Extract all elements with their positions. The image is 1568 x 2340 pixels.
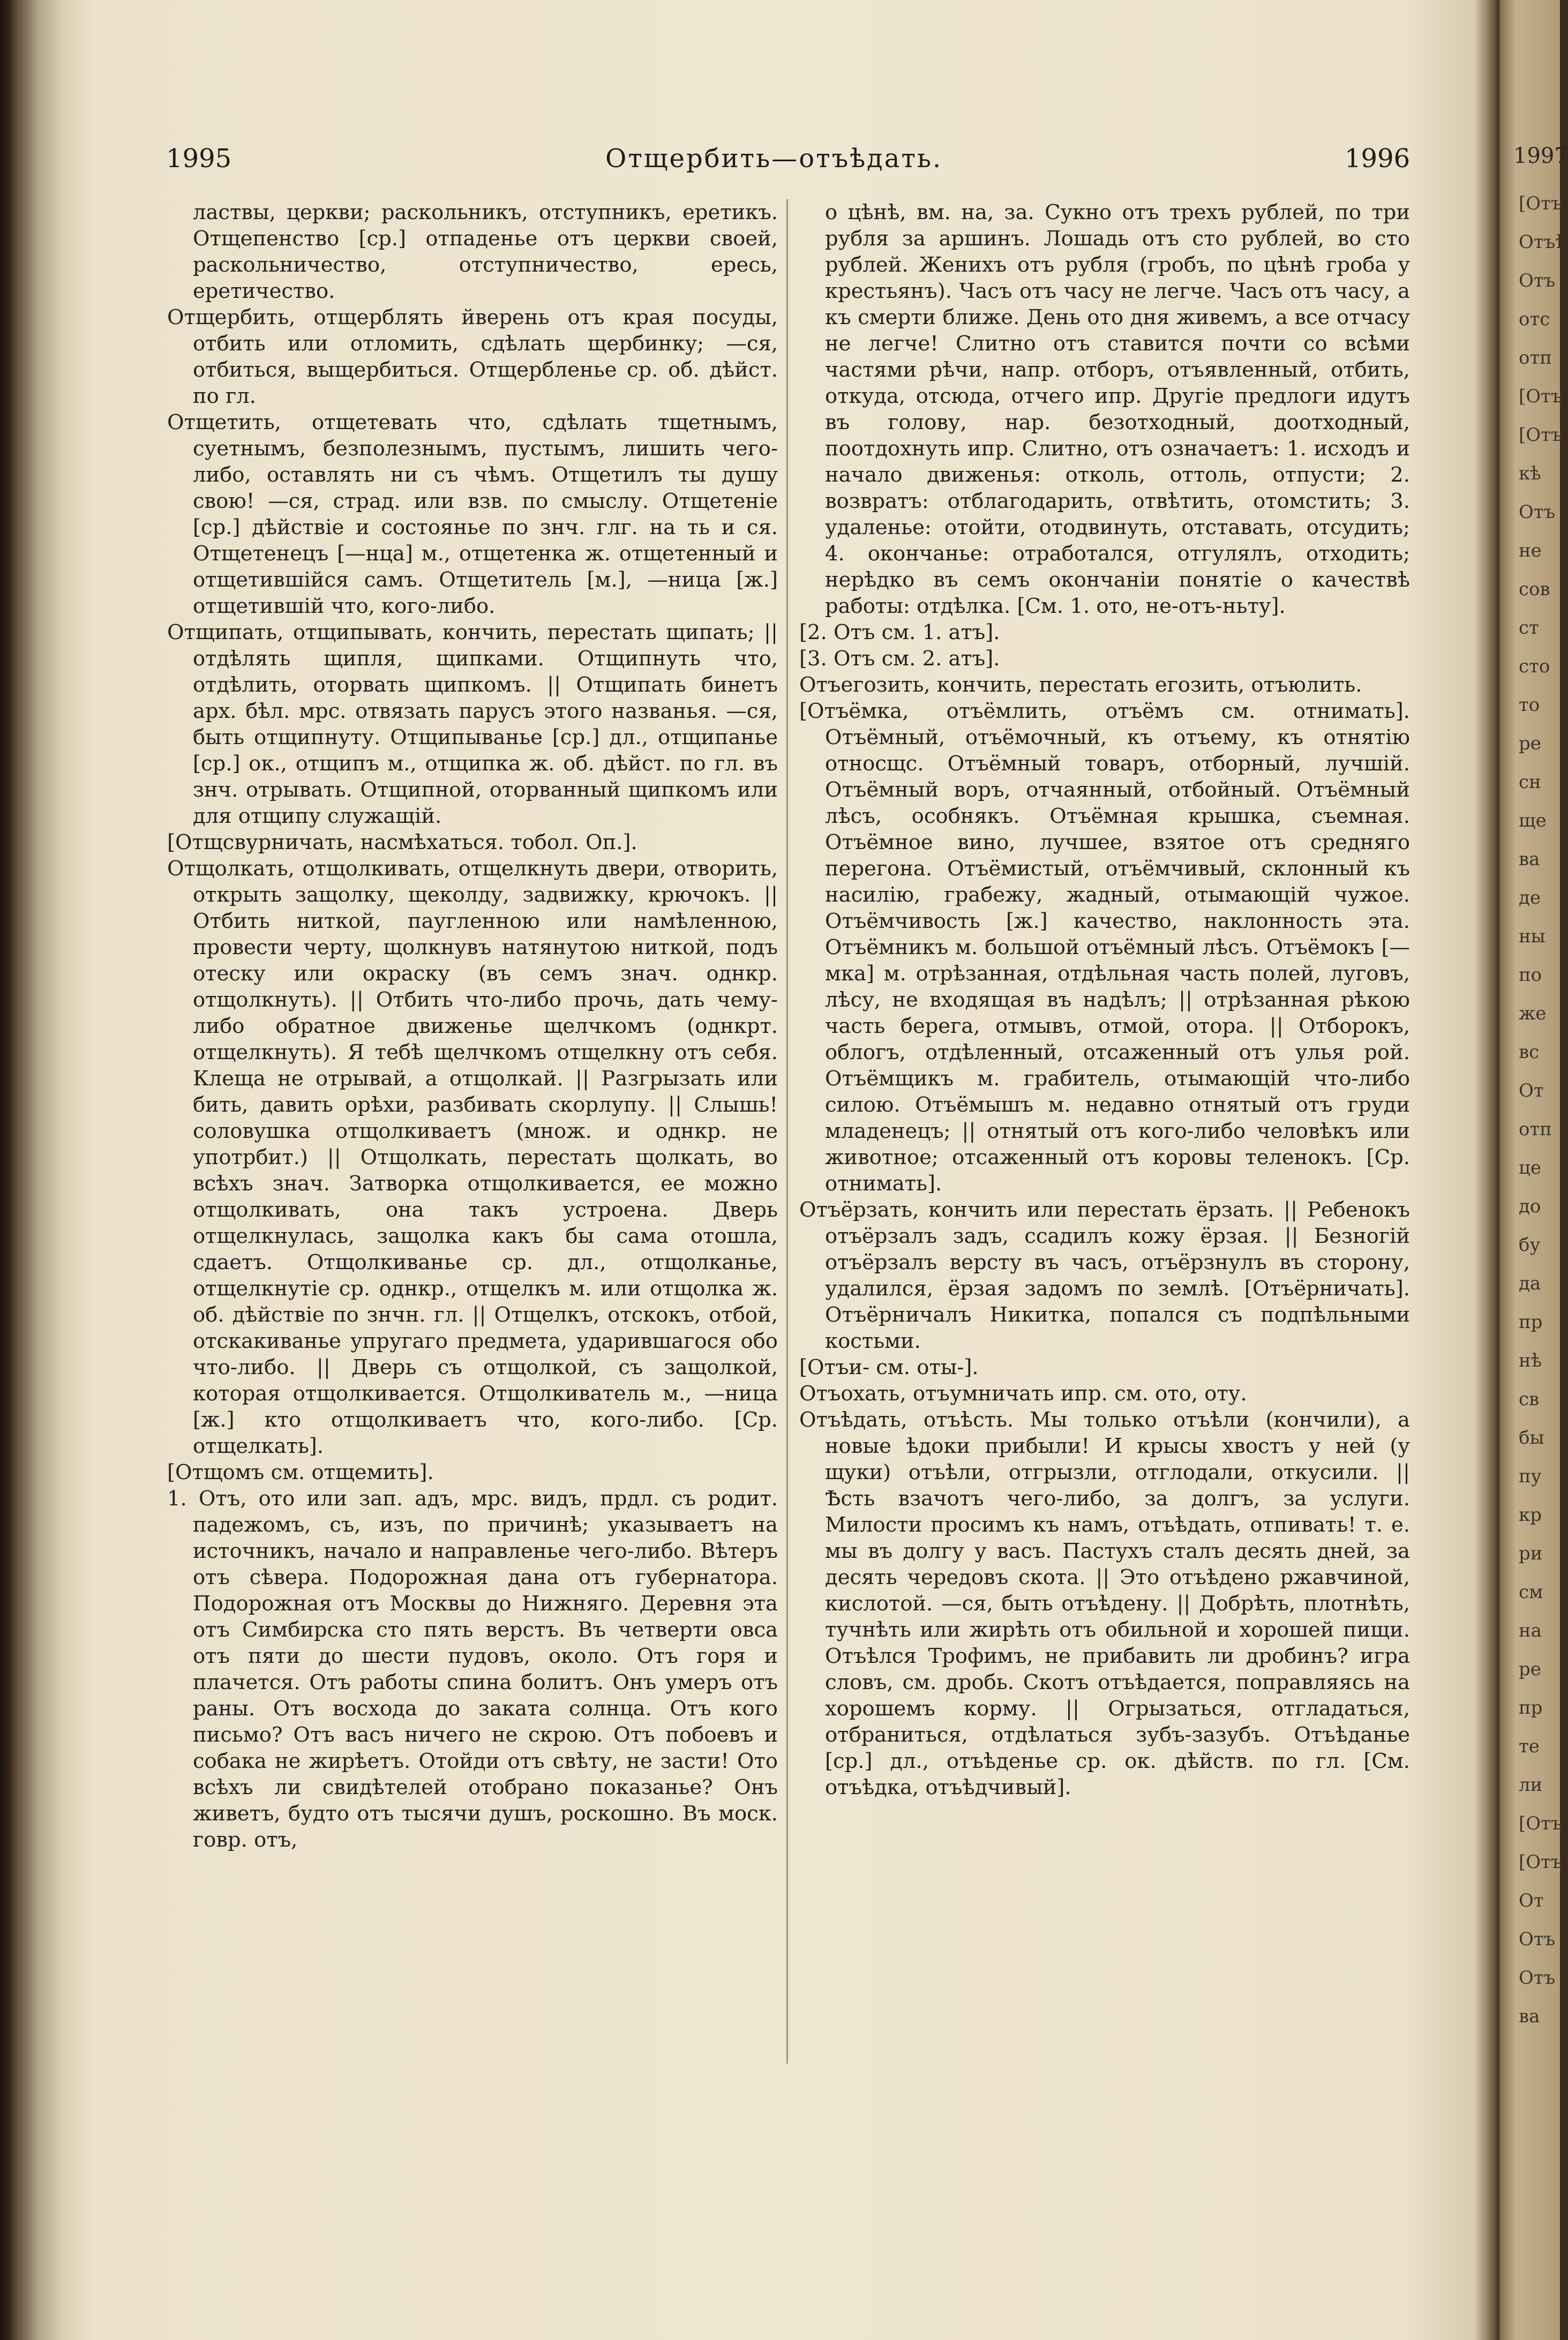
facing-page-fragment: ны <box>1519 926 1546 947</box>
facing-page-number: 1997 <box>1513 144 1568 168</box>
facing-page-fragment: Отъѣ <box>1519 231 1566 253</box>
binding-shadow <box>0 0 64 2340</box>
entry-otschom: [Отщомъ см. отщемить]. <box>167 1460 434 1484</box>
entry-otschipat: Отщипать, отщипывать, кончить, перестать щипать; || отдѣлять щипля, щипками. Отщипнуть что, отдѣлить, оторвать щипкомъ. || Отщипать бинетъ арх. бѣл. мрс. отвязать парусъ этого названья. —ся, быть отщипнуту. Отщипыванье [ср.] дл., отщипанье [ср.] ок., отщипъ м., отщипка ж. об. дѣйст. по гл. въ знч. отрывать. Отщипной, оторванный щипкомъ или для отщипу служащій. <box>167 620 778 828</box>
facing-page-edge <box>1497 0 1568 2340</box>
facing-page-fragment: [Отъ <box>1519 1813 1563 1834</box>
facing-page-fragment: ли <box>1519 1774 1543 1796</box>
facing-page-fragment: де <box>1519 887 1541 909</box>
facing-page-fragment: [Отъ <box>1519 193 1563 214</box>
entry-otschsvurnichat: [Отщсвурничать, насмѣхаться. тобол. Оп.]. <box>167 830 637 854</box>
facing-page-fragment: пу <box>1519 1466 1542 1487</box>
facing-page-fragment: отп <box>1519 1119 1552 1140</box>
facing-page-fragment: бу <box>1519 1234 1541 1256</box>
facing-page-fragment: ри <box>1519 1543 1543 1564</box>
facing-page-fragment: сн <box>1519 771 1541 793</box>
entry-otyomka: [Отъёмка, отъёмлить, отъёмъ см. отнимать]. Отъёмный, отъёмочный, къ отъему, къ отнятію относщс. Отъёмный товаръ, отборный, лучшій. Отъёмный воръ, отчаянный, отбойный. Отъёмный лѣсъ, особнякъ. Отъёмная крышка, съемная. Отъёмное вино, лучшее, взятое отъ средняго перегона. Отъёмистый, отъёмчивый, склонный къ насилію, грабежу, жадный, отымающій чужое. Отъёмчивость [ж.] качество, наклонность эта. Отъёмникъ м. большой отъёмный лѣсъ. Отъёмокъ [—мка] м. отрѣзанная, отдѣльная часть полей, луговъ, лѣсу, не входящая въ надѣлъ; || отрѣзанная рѣкою часть берега, отмывъ, отмой, отора. || Отборокъ, облогъ, отдѣленный, отсаженный отъ улья рой. Отъёмщикъ м. грабитель, отымающій что-либо силою. Отъёмышъ м. недавно отнятый отъ груди младенецъ; || отнятый отъ кого-либо человѣкъ или животное; отсаженный отъ коровы теленокъ. [Ср. отнимать]. <box>799 699 1410 1196</box>
facing-page-fragment: Отъ <box>1519 270 1556 291</box>
facing-page-fragment: ре <box>1519 733 1541 754</box>
facing-page-fragment: пр <box>1519 1697 1543 1719</box>
entry-otyi: [Отъи- см. оты-]. <box>799 1355 979 1379</box>
facing-page-fragment: те <box>1519 1736 1540 1757</box>
facing-page-fragment: вс <box>1519 1041 1540 1063</box>
facing-page-fragment: [Отъ <box>1519 386 1563 407</box>
entry-otyorzat: Отъёрзать, кончить или перестать ёрзать. || Ребенокъ отъёрзалъ задъ, ссадилъ кожу ёрзая. || Безногій отъёрзалъ версту въ часъ, отъёрзнулъ въ сторону, удалился, ёрзая задомъ по землѣ. [Отъёрничать]. Отъёрничалъ Никитка, попался съ подпѣльными костьми. <box>799 1198 1410 1353</box>
page-number-left: 1995 <box>166 144 232 174</box>
facing-page-fragment: отс <box>1519 309 1550 330</box>
facing-page-fragment: до <box>1519 1196 1541 1217</box>
entry-otedat: Отъѣдать, отъѣсть. Мы только отъѣли (кончили), а новые ѣдоки прибыли! И крысы хвостъ у ней (у щуки) отъѣли, отгрызли, отглодали, откусили. || Ѣсть взачотъ чего-либо, за долгъ, за услуги. Милости просимъ къ намъ, отъѣдать, отпивать! т. е. мы въ долгу у васъ. Пастухъ сталъ десять дней, за десять чередовъ скота. || Это отъѣдено ржавчиной, кислотой. —ся, быть отъѣдену. || Добрѣть, плотнѣть, тучнѣть или жирѣть отъ обильной и хорошей пищи. Отъѣлся Трофимъ, не прибавить ли дробинъ? игра словъ, см. дробь. Скотъ отъѣдается, поправляясь на хорошемъ корму. || Огрызаться, отгладаться, отбраниться, отдѣлаться зубъ-зазубъ. Отъѣданье [ср.] дл., отъѣденье ср. ок. дѣйств. по гл. [См. отъѣдка, отъѣдчивый]. <box>799 1408 1410 1799</box>
facing-page-fragment: [Отъ <box>1519 1851 1563 1873</box>
facing-page-fragment: Отъ <box>1519 1929 1556 1950</box>
facing-page-fragment: то <box>1519 694 1540 716</box>
facing-page-fragment: бы <box>1519 1427 1544 1449</box>
facing-page-fragment: см <box>1519 1581 1543 1603</box>
facing-page-fragment: пр <box>1519 1311 1543 1333</box>
facing-page-fragment: же <box>1519 1003 1547 1024</box>
right-column <box>799 199 1410 1801</box>
facing-page-fragment: От <box>1519 1890 1544 1911</box>
facing-page-fragment: ре <box>1519 1659 1541 1680</box>
facing-page-fragment: да <box>1519 1273 1541 1294</box>
facing-page-fragment: кр <box>1519 1504 1542 1526</box>
entry-otscherbit: Отщербить, отщерблять йверень отъ края посуды, отбить или отломить, сдѣлать щербинку; —ся, отбиться, выщербиться. Отщербленье ср. об. дѣйст. по гл. <box>167 305 778 408</box>
facing-page-fragment: сов <box>1519 579 1550 600</box>
facing-page-fragment: сто <box>1519 656 1550 677</box>
page-number-right: 1996 <box>1345 144 1411 174</box>
facing-page-fragment: це <box>1519 1157 1541 1179</box>
entry-ot-1: 1. Отъ, ото или зап. адъ, мрс. видъ, прдл. съ родит. падежомъ, съ, изъ, по причинѣ; указываетъ на источникъ, начало и направленье чего-либо. Вѣтеръ отъ сѣвера. Подорожная дана отъ губернатора. Подорожная отъ Москвы до Нижняго. Деревня эта отъ Симбирска сто пять верстъ. Въ четверти овса отъ пяти до шести пудовъ, около. Отъ горя и плачется. Отъ работы спина болитъ. Онъ умеръ отъ раны. Отъ восхода до заката солнца. Отъ кого письмо? Отъ васъ ничего не скрою. Отъ побоевъ и собака не жирѣетъ. Отойди отъ свѣту, не засти! Ото всѣхъ ли свидѣтелей отобрано показанье? Онъ живетъ, будто отъ тысячи душъ, роскошно. Въ моск. говр. отъ, <box>167 1487 778 1852</box>
facing-page-fragment: От <box>1519 1080 1544 1101</box>
entry-otschetit: Отщетить, отщетевать что, сдѣлать тщетнымъ, суетнымъ, безполезнымъ, пустымъ, лишить чего-либо, оставлять ни съ чѣмъ. Отщетилъ ты душу свою! —ся, страд. или взв. по смыслу. Отщетеніе [ср.] дѣйствіе и состоянье по знч. глг. на ть и ся. Отщетенецъ [—нца] м., отщетенка ж. отщетенный и отщетившійся самъ. Отщетитель [м.], —ница [ж.] отщетившій что, кого-либо. <box>167 410 778 618</box>
facing-page-fragment: св <box>1519 1389 1540 1410</box>
entry-otscholkat: Отщолкать, отщолкивать, отщелкнуть двери, отворить, открыть защолку, щеколду, задвижку, крючокъ. || Отбить ниткой, паугленною или намѣленною, провести черту, щолкнувъ натянутою ниткой, подъ отеску или окраску (въ семъ знач. однкр. отщолкнуть). || Отбить что-либо прочь, дать чему-либо обратное движенье щелчкомъ (однкрт. отщелкнуть). Я тебѣ щелчкомъ отщелкну отъ себя. Клеща не отрывай, а отщолкай. || Разгрызать или бить, давить орѣхи, разбивать скорлупу. || Слышь! соловушка отщолкиваетъ (множ. и однкр. не употрбит.) || Отщолкать, перестать щолкать, во всѣхъ знач. Затворка отщолкивается, ее можно отщолкивать, она такъ устроена. Дверь отщелкнулась, защолка какъ бы сама отошла, сдаетъ. Отщолкиванье ср. дл., отщолканье, отщелкнутіе ср. однкр., отщелкъ м. или отщолка ж. об. дѣйствіе по знчн. гл. || Отщелкъ, отскокъ, отбой, отскакиванье упругаго предмета, ударившагося обо что-либо. || Дверь съ отщолкой, съ защолкой, которая отщолкивается. Отщолкиватель м., —ница [ж.] кто отщолкиваетъ что, кого-либо. [Ср. отщелкать]. <box>167 857 778 1458</box>
facing-page-fragment: не <box>1519 540 1542 561</box>
facing-page-fragment: ва <box>1519 849 1540 870</box>
facing-page-fragment: по <box>1519 964 1542 986</box>
facing-page-fragment: [Отъ <box>1519 424 1563 446</box>
entry-ot-2: [2. Отъ см. 1. атъ]. <box>799 620 1000 644</box>
facing-page-fragment: ва <box>1519 2006 1540 2027</box>
facing-page-fragment: Отъ <box>1519 1967 1556 1989</box>
entry-otohat: Отъохать, отъумничать ипр. см. ото, оту. <box>799 1382 1247 1406</box>
entry-ot-3: [3. Отъ см. 2. атъ]. <box>799 647 1000 671</box>
facing-page-fragment: Отъ <box>1519 501 1556 523</box>
column-divider <box>786 199 788 2064</box>
facing-page-fragment: ще <box>1519 810 1547 831</box>
entry-otegozit: Отъегозить, кончить, перестать егозить, отъюлить. <box>799 673 1362 697</box>
facing-page-fragment: на <box>1519 1620 1542 1641</box>
facing-page-fragment: отп <box>1519 347 1552 369</box>
entry-ot-continuation: о цѣнѣ, вм. на, за. Сукно отъ трехъ рублей, по три рубля за аршинъ. Лошадь отъ сто рублей, во сто рублей. Женихъ отъ рубля (гробъ, по цѣнѣ гроба у крестьянъ). Часъ отъ часу не легче. Часъ отъ часу, а къ смерти ближе. День ото дня живемъ, а все отчасу не легче! Слитно отъ ставится почти со всѣми частями рѣчи, напр. отборъ, отъявленный, отбить, откуда, отсюда, отчего ипр. Другіе предлоги идутъ въ голову, нар. безотходный, доотходный, поотдохнуть ипр. Слитно, отъ означаетъ: 1. исходъ и начало движенья: отколь, оттоль, отпусти; 2. возвратъ: отблагодарить, отвѣтить, отомстить; 3. удаленье: отойти, отодвинуть, отставать, отсудить; 4. окончанье: отработался, отгулялъ, отходить; нерѣдко въ семъ окончаніи понятіе о качествѣ работы: отдѣлка. [См. 1. ото, не-отъ-ньту]. <box>825 200 1410 618</box>
facing-page-fragment: нѣ <box>1519 1350 1542 1371</box>
facing-page-fragment: ст <box>1519 617 1539 639</box>
facing-page-fragment: кѣ <box>1519 463 1541 484</box>
entry-continuation: ластвы, церкви; раскольникъ, отступникъ, еретикъ. Отщепенство [ср.] отпаденье отъ церкви своей, раскольничество, отступничество, ересь, еретичество. <box>193 200 778 303</box>
running-head: Отщербить—отъѣдать. <box>605 144 943 174</box>
left-column <box>167 199 778 1853</box>
